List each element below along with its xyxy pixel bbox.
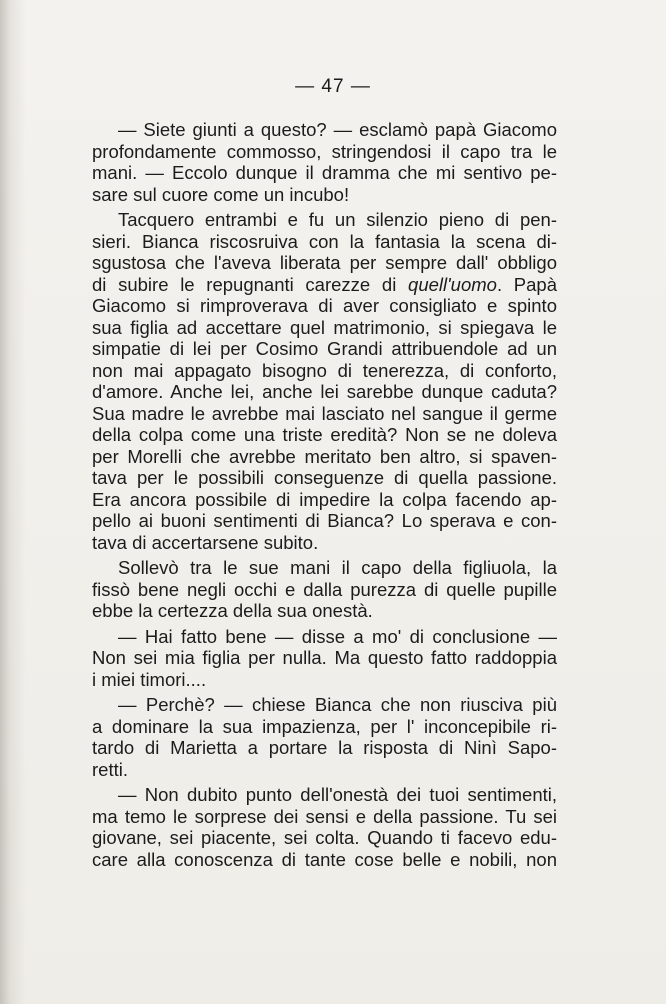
paragraph-6 — [92, 784, 557, 870]
paragraph-3 — [92, 557, 557, 622]
text-line: i miei timori.... — [92, 668, 207, 690]
text-line: Non sei mia figlia per nulla. Ma questo fatto raddoppia — [92, 647, 557, 668]
text-line: non mai appagato bisogno di tenerezza, di conforto, — [92, 359, 557, 381]
paragraph-1 — [92, 119, 557, 205]
paragraph-4 — [92, 626, 557, 691]
text-line: — Non dubito punto dell'onestà dei tuoi sentimenti, — [118, 784, 557, 805]
text-line: retti. — [92, 758, 128, 780]
text-segment: . Papà — [496, 273, 558, 295]
text-segment: di subire le repugnanti carezze di — [92, 273, 397, 295]
paragraph-5 — [92, 694, 557, 780]
text-line: sare sul cuore come un incubo! — [92, 183, 350, 205]
text-line: — Perchè? — chiese Bianca che non riusciva più — [118, 694, 557, 715]
text-line: Sua madre le avrebbe mai lasciato nel sangue il germe — [92, 402, 557, 424]
text-line: giovane, sei piacente, sei colta. Quando ti facevo edu- — [92, 827, 557, 848]
text-line: per Morelli che avrebbe meritato ben altro, si spaven- — [92, 445, 557, 467]
text-line: care alla conoscenza di tante cose belle e nobili, non — [92, 848, 557, 870]
text-line-with-italic — [92, 274, 557, 296]
text-line: simpatie di lei per Cosimo Grandi attribuendole ad un — [92, 338, 557, 359]
paragraph-2 — [92, 209, 557, 553]
text-line: della colpa come una triste eredità? Non se ne doleva — [92, 424, 557, 445]
page-number: — 47 — — [295, 76, 371, 97]
text-line: sgustosa che l'aveva liberata per sempre dall' obbligo — [92, 252, 557, 273]
text-line: a dominare la sua impazienza, per l' inconcepibile ri- — [92, 715, 557, 737]
text-line: — Siete giunti a questo? — esclamò papà Giacomo — [118, 119, 557, 140]
text-line: ma temo le sorprese dei sensi e della passione. Tu sei — [92, 805, 557, 827]
text-line: Giacomo si rimproverava di aver consigliato e spinto — [92, 295, 557, 316]
text-line: tava di accertarsene subito. — [92, 531, 319, 553]
text-line: profondamente commosso, stringendosi il capo tra le — [92, 140, 557, 162]
text-line: Era ancora possibile di impedire la colpa facendo ap- — [92, 488, 557, 510]
text-line: Tacquero entrambi e fu un silenzio pieno di pen- — [118, 209, 557, 230]
text-line: Sollevò tra le sue mani il capo della figliuola, la — [118, 557, 557, 578]
text-line: sua figlia ad accettare quel matrimonio, si spiegava le — [92, 316, 557, 338]
text-line: tava per le possibili conseguenze di quella passione. — [92, 467, 557, 488]
text-line: fissò bene negli occhi e dalla purezza di quelle pupille — [92, 578, 557, 600]
text-line: d'amore. Anche lei, anche lei sarebbe dunque caduta? — [92, 381, 557, 402]
italic-phrase: quell'uomo — [408, 273, 497, 295]
text-line: ebbe la certezza della sua onestà. — [92, 600, 373, 621]
body-text — [92, 119, 557, 874]
text-line: — Hai fatto bene — disse a mo' di conclusione — — [118, 625, 557, 647]
text-line: mani. — Eccolo dunque il dramma che mi sentivo pe- — [92, 162, 557, 183]
text-line: sieri. Bianca riscosruiva con la fantasia la scena di- — [92, 230, 557, 252]
text-line: tardo di Marietta a portare la risposta di Ninì Sapo- — [92, 737, 557, 758]
text-line: pello ai buoni sentimenti di Bianca? Lo sperava e con- — [92, 510, 557, 531]
